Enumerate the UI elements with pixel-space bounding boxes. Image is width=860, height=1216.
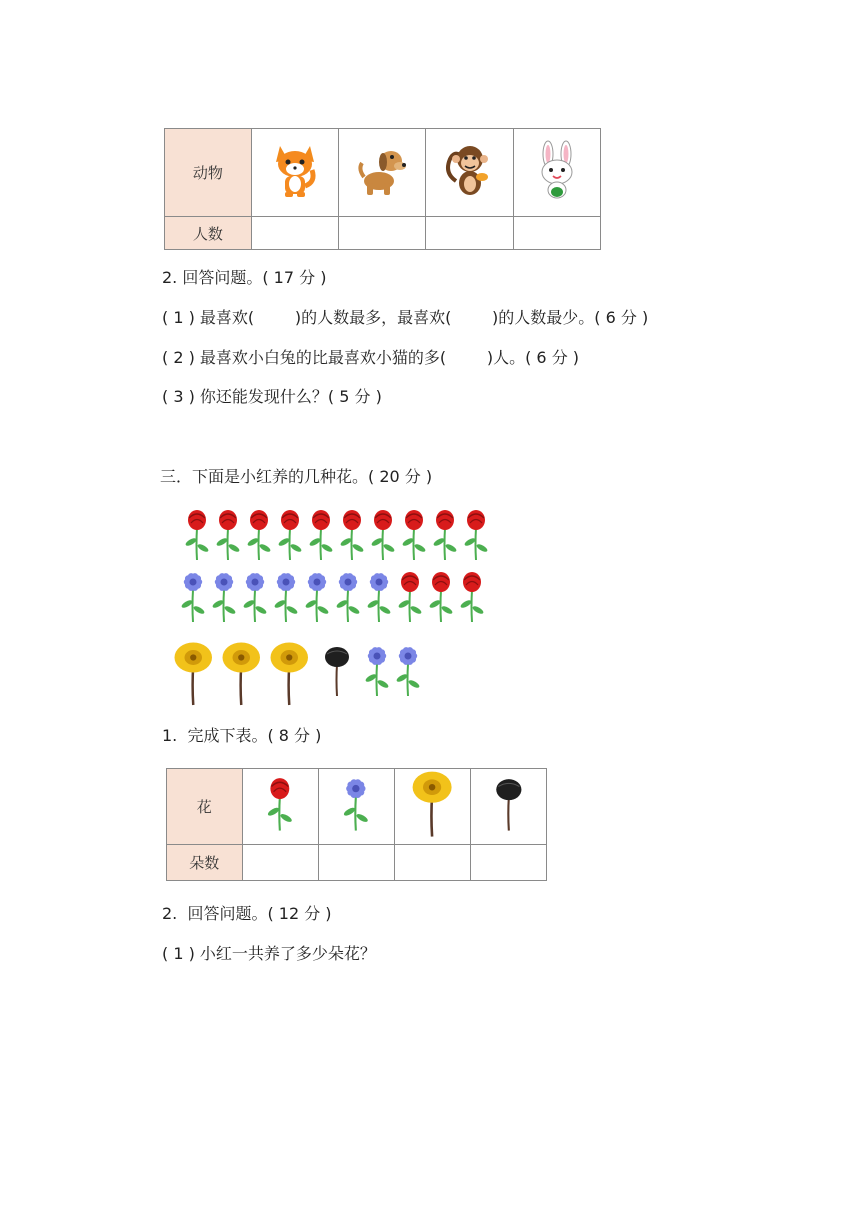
yellow-flower-icon	[220, 640, 263, 712]
purple-flower-icon	[300, 570, 334, 628]
red-flower-icon	[335, 508, 369, 566]
q1b-heading: 1. 完成下表。( 8 分 )	[162, 726, 322, 745]
dog-icon	[357, 143, 407, 199]
monkey-cell	[426, 129, 513, 217]
fox-icon	[272, 142, 318, 200]
black-flower-icon	[471, 776, 546, 837]
animal-table	[164, 128, 601, 250]
purple-count-cell[interactable]	[318, 845, 394, 881]
purple-flower-icon	[176, 570, 210, 628]
red-flower-icon	[242, 508, 276, 566]
yellow-flower-icon	[268, 640, 311, 712]
rabbit-cell	[513, 129, 600, 217]
yellow-count-cell[interactable]	[394, 845, 470, 881]
count-row-label: 人数	[165, 217, 252, 250]
red-count-cell[interactable]	[242, 845, 318, 881]
flower-table	[166, 768, 547, 881]
red-flower-icon	[366, 508, 400, 566]
red-flower-icon	[304, 508, 338, 566]
rabbit-count-cell[interactable]	[513, 217, 600, 250]
purple-flower-icon	[207, 570, 241, 628]
red-flower-icon	[397, 508, 431, 566]
red-flower-icon	[428, 508, 462, 566]
red-flower-icon	[211, 508, 245, 566]
red-flower-icon	[459, 508, 493, 566]
purple-flower-cell	[318, 769, 394, 845]
red-flower-icon	[393, 570, 427, 628]
q2b-line-1: ( 1 ) 小红一共养了多少朵花？	[162, 944, 376, 963]
purple-flower-icon	[319, 776, 394, 837]
purple-flower-icon	[269, 570, 303, 628]
yellow-flower-icon	[395, 769, 470, 843]
fox-cell	[251, 129, 338, 217]
fox-count-cell[interactable]	[251, 217, 338, 250]
q2-heading: 2. 回答问题。( 17 分 )	[162, 268, 327, 287]
purple-flower-icon	[360, 644, 394, 702]
red-flower-icon	[243, 776, 318, 837]
purple-flower-icon	[362, 570, 396, 628]
yellow-flower-icon	[172, 640, 215, 712]
flower-row-label: 花	[167, 769, 243, 845]
dog-cell	[338, 129, 425, 217]
q2-line-2: ( 2 ) 最喜欢小白兔的比最喜欢小猫的多( )人。( 6 分 )	[162, 348, 580, 367]
red-flower-cell	[242, 769, 318, 845]
monkey-icon	[444, 141, 494, 201]
red-flower-icon	[455, 570, 489, 628]
purple-flower-icon	[238, 570, 272, 628]
purple-flower-icon	[331, 570, 365, 628]
q2-line-3: ( 3 ) 你还能发现什么？( 5 分 )	[162, 387, 382, 406]
section3-heading: 三．下面是小红养的几种花。( 20 分 )	[160, 467, 433, 486]
black-count-cell[interactable]	[470, 845, 546, 881]
red-flower-icon	[180, 508, 214, 566]
q2-line-1: ( 1 ) 最喜欢( )的人数最多，最喜欢( )的人数最少。( 6 分 )	[162, 308, 649, 327]
flower-count-label: 朵数	[167, 845, 243, 881]
purple-flower-icon	[391, 644, 425, 702]
black-flower-cell	[470, 769, 546, 845]
animal-row-label: 动物	[165, 129, 252, 217]
black-flower-icon	[320, 644, 354, 702]
red-flower-icon	[273, 508, 307, 566]
dog-count-cell[interactable]	[338, 217, 425, 250]
q2b-heading: 2. 回答问题。( 12 分 )	[162, 904, 332, 923]
yellow-flower-cell	[394, 769, 470, 845]
red-flower-icon	[424, 570, 458, 628]
monkey-count-cell[interactable]	[426, 217, 513, 250]
rabbit-icon	[532, 140, 582, 202]
